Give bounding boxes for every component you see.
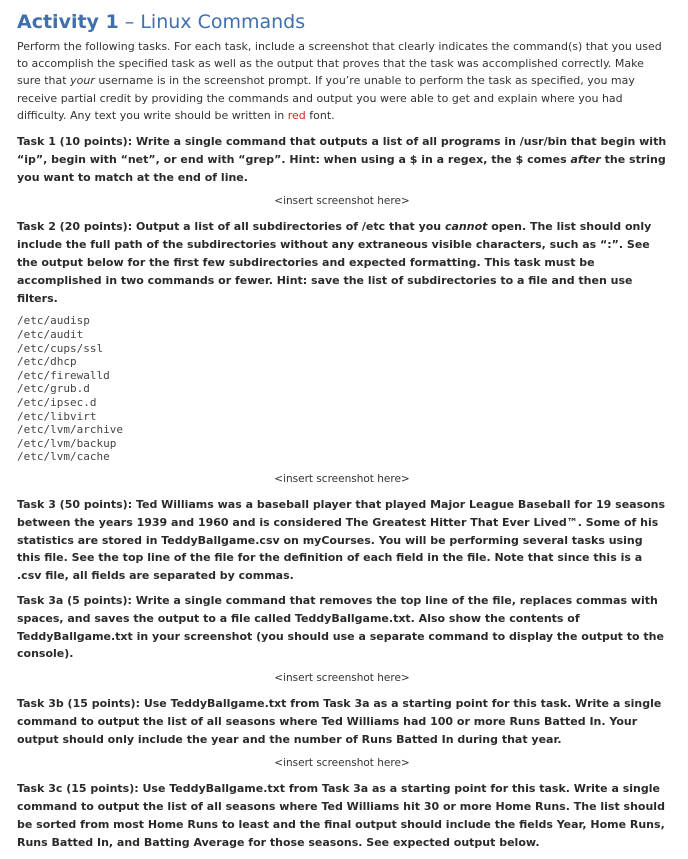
task-3b-paragraph: Task 3b (15 points): Use TeddyBallgame.txt from Task 3a as a starting point for this task. Write a single command to output the list of all seasons where Ted Williams had 100 or more Runs Batted In. Your output should only include the year and the number of Runs Batted In during that year. [17,697,662,746]
intro-text: username is in the screenshot prompt. If you’re unable to perform the task as specified, you may receive partial credit by providing the commands and output you were able to get and explain where you had difficulty. Any text you write should be written in [17,74,635,122]
intro-text: font. [305,108,335,122]
intro-text: Perform the following tasks. For each task, include a screenshot that clearly indicates the command(s) that you used to accomplish the specified task as well as the output that proves that the task was accomplished correctly. Make sure that [17,40,662,88]
output-line: /etc/lvm/archive [17,423,123,437]
task-text: Task 2 (20 points): Output a list of all subdirectories of /etc that you [17,220,445,234]
document-page [17,10,667,859]
output-line: /etc/audit [17,327,84,341]
title-rest: – Linux Commands [118,11,306,33]
insert-screenshot-placeholder: <insert screenshot here> [274,472,410,485]
task-1-paragraph [17,133,667,186]
output-line: /etc/grub.d [17,382,90,396]
task-3c-paragraph: Task 3c (15 points): Use TeddyBallgame.txt from Task 3a as a starting point for this task. Write a single command to output the list of all seasons where Ted Williams hit 30 or more Home Runs. The list should be sorted from most Home Runs to least and the final output should include the fields Year, Home Runs, Runs Batted In, and Batting Average for those seasons. See expected output below. [17,782,665,849]
task-2-paragraph [17,218,667,307]
task-3a-paragraph: Task 3a (5 points): Write a single command that removes the top line of the file, replaces commas with spaces, and saves the output to a file called TeddyBallgame.txt. Also show the contents of TeddyBallgame.txt in your screenshot (you should use a separate command to display the output to the console). [17,593,664,661]
task-text: open. The list should only include the full path of the subdirectories without any extraneous visible characters, such as “:”. See the output below for the first few subdirectories and expected formatting. This task must be accomplished in two commands or fewer. Hint: save the list of subdirectories to a file and then use filters. [17,220,652,305]
output-line: /etc/ipsec.d [17,395,97,409]
output-line: /etc/firewalld [17,368,110,382]
output-line: /etc/lvm/backup [17,436,117,450]
output-line: /etc/cups/ssl [17,341,104,355]
insert-screenshot-placeholder: <insert screenshot here> [274,195,410,208]
output-line: /etc/lvm/cache [17,450,110,464]
output-line: /etc/libvirt [17,409,97,423]
insert-screenshot-placeholder: <insert screenshot here> [274,757,410,770]
output-line: /etc/dhcp [17,355,77,369]
task-italic: after [570,152,601,166]
task-text: Task 1 (10 points): Write a single command that outputs a list of all programs in /usr/bin that begin with “ip”, begin with “net”, or end with “grep”. Hint: when using a $ in a regex, the $ comes [17,135,667,166]
task-italic: cannot [444,220,488,234]
title-bold: Activity 1 [17,11,119,33]
insert-screenshot-placeholder: <insert screenshot here> [274,672,410,685]
intro-italic: your [70,74,95,88]
red-word: red [287,108,306,122]
task-2-output [17,314,667,464]
page-title [17,10,667,34]
intro-paragraph [17,38,667,124]
task-3-paragraph: Task 3 (50 points): Ted Williams was a baseball player that played Major League Baseball for 19 seasons between the years 1939 and 1960 and is considered The Greatest Hitter That Ever Lived™. Some of his statistics are stored in TeddyBallgame.csv on myCourses. You will be performing several tasks using this file. See the top line of the file for the definition of each field in the file. Note that since this is a .csv file, all fields are separated by commas. [17,497,666,583]
output-line: /etc/audisp [17,314,90,328]
task-text: the string you want to match at the end of line. [17,152,666,184]
